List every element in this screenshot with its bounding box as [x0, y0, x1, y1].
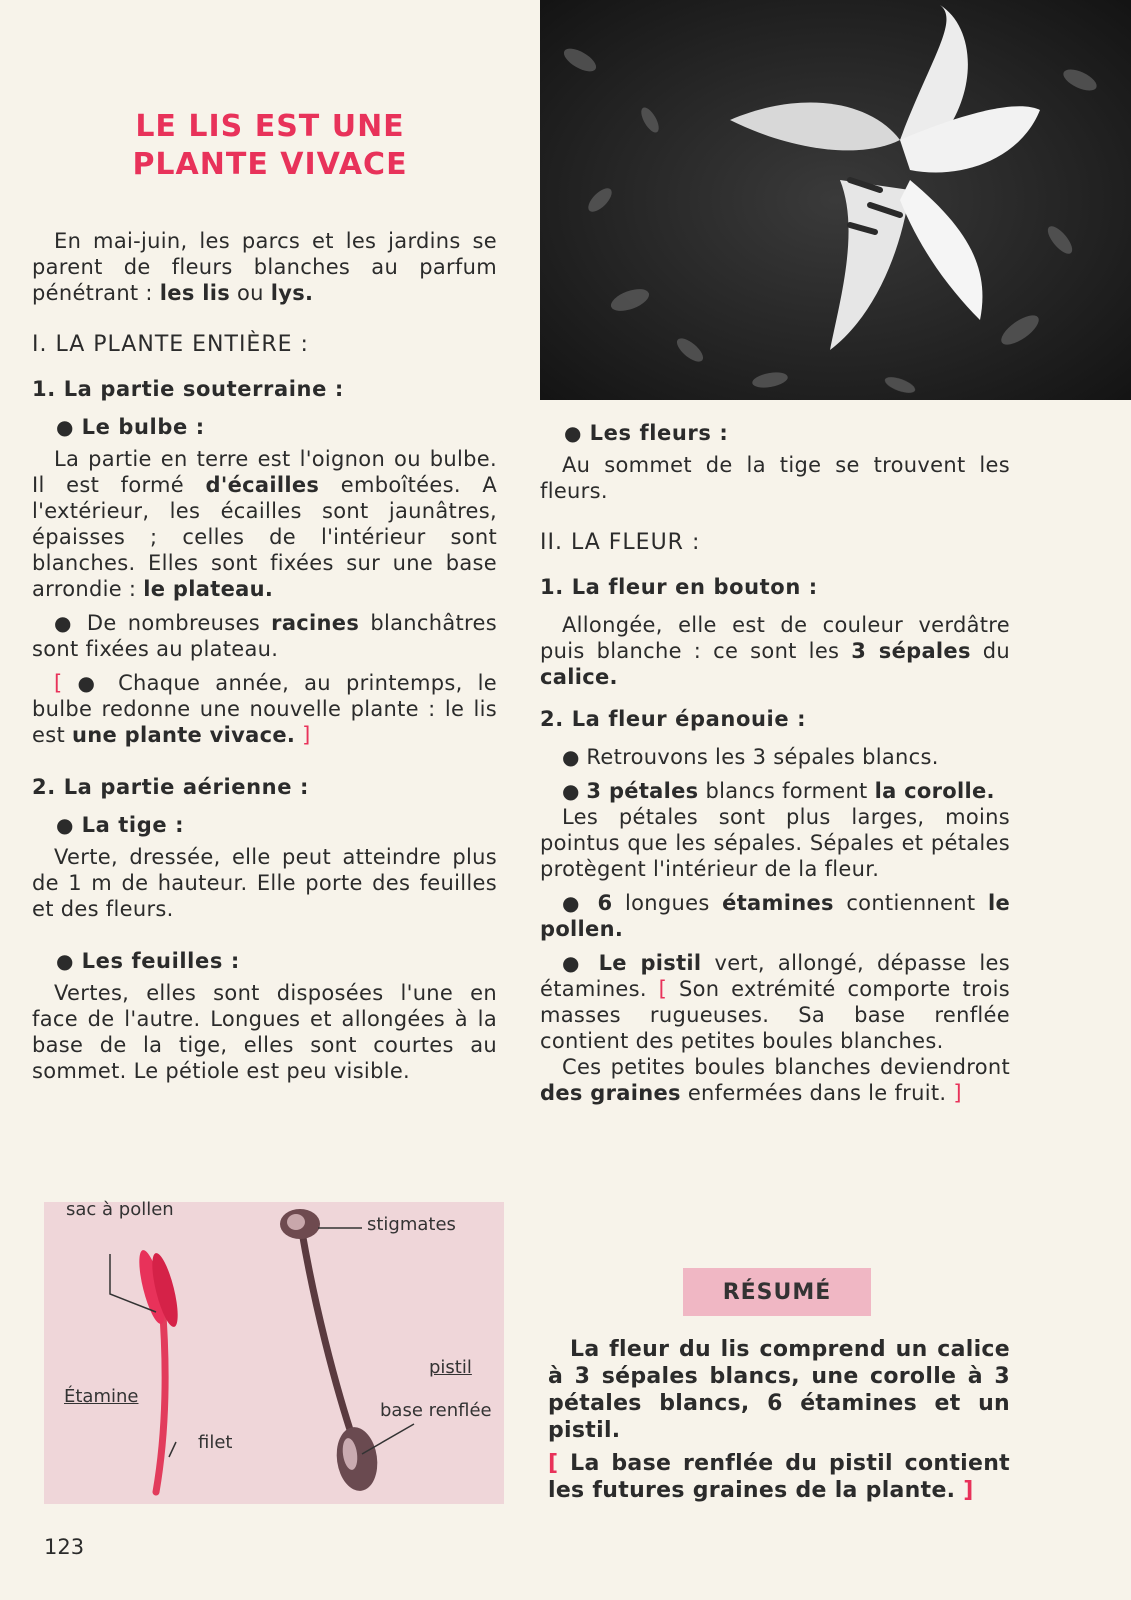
bullet-heading-bulbe: ● Le bulbe :: [56, 415, 205, 439]
bulbe-paragraph: La partie en terre est l'oignon ou bulbe. Il est formé d'écailles emboîtées. A l'extérieur, les écailles sont jaunâtres, épaisses ; celles de l'intérieur sont blanches. Elles sont fixées sur une base arrondie : le plateau.: [32, 447, 497, 601]
section-heading-plante: I. LA PLANTE ENTIÈRE :: [32, 332, 309, 357]
subheading-bouton: 1. La fleur en bouton :: [540, 575, 818, 599]
intro-paragraph: En mai-juin, les parcs et les jardins se parent de fleurs blanches au parfum pénétrant : les lis ou lys.: [32, 229, 497, 305]
illustration-drawing: [44, 1202, 504, 1504]
vivace-paragraph: [ ● Chaque année, au printemps, le bulbe redonne une nouvelle plante : le lis est une plante vivace. ]: [32, 671, 497, 747]
filament-shape: [156, 1302, 165, 1492]
label-sac-pollen: sac à pollen: [66, 1199, 174, 1220]
page-title: [100, 108, 440, 184]
label-filet: filet: [198, 1432, 233, 1453]
label-base-renflee: base renflée: [380, 1400, 492, 1421]
stamen-pistil-illustration: [44, 1199, 504, 1504]
sepales-paragraph: ● Retrouvons les 3 sépales blancs.: [562, 745, 939, 769]
bullet-heading-feuilles: ● Les feuilles :: [56, 949, 240, 973]
subheading-souterraine: 1. La partie souterraine :: [32, 377, 344, 401]
page-number: 123: [44, 1535, 85, 1559]
label-stigmates: stigmates: [367, 1214, 456, 1235]
resume-paragraph-1: La fleur du lis comprend un calice à 3 sépales blancs, une corolle à 3 pétales blancs, 6 étamines et un pistil.: [548, 1337, 1010, 1443]
label-pistil: pistil: [429, 1357, 472, 1378]
lily-photo-graphic: [540, 0, 1131, 400]
title-line-1: LE LIS EST UNE: [135, 109, 405, 144]
label-etamine: Étamine: [64, 1386, 139, 1407]
section-heading-fleur: II. LA FLEUR :: [540, 530, 701, 555]
bullet-heading-tige: ● La tige :: [56, 813, 185, 837]
bullet-heading-fleurs: ● Les fleurs :: [564, 421, 729, 445]
pistil-paragraph: ● Le pistil vert, allongé, dépasse les étamines. [ Son extrémité comporte trois masses rugueuses. Sa base renflée contient des petites boules blanches.: [540, 951, 1010, 1053]
lily-photo: [540, 0, 1131, 400]
resume-text: [548, 1336, 1010, 1510]
subheading-epanouie: 2. La fleur épanouie :: [540, 707, 807, 731]
etamines-paragraph: ● 6 longues étamines contiennent le pollen.: [540, 891, 1010, 941]
fleurs-paragraph: Au sommet de la tige se trouvent les fleurs.: [540, 453, 1010, 503]
resume-heading: RÉSUMÉ: [683, 1268, 871, 1316]
subheading-aerienne: 2. La partie aérienne :: [32, 775, 309, 799]
title-line-2: PLANTE VIVACE: [132, 147, 408, 182]
graines-paragraph: Ces petites boules blanches deviendront des graines enfermées dans le fruit. ]: [540, 1055, 1010, 1105]
feuilles-paragraph: Vertes, elles sont disposées l'une en face de l'autre. Longues et allongées à la base de la tige, elles sont courtes au sommet. Le pétiole est peu visible.: [32, 981, 497, 1083]
bouton-paragraph: Allongée, elle est de couleur verdâtre puis blanche : ce sont les 3 sépales du calice.: [540, 613, 1010, 689]
petales-paragraph: ● 3 pétales blancs forment la corolle.: [562, 779, 995, 803]
tige-paragraph: Verte, dressée, elle peut atteindre plus de 1 m de hauteur. Elle porte des feuilles et des fleurs.: [32, 845, 497, 921]
racines-paragraph: ● De nombreuses racines blanchâtres sont fixées au plateau.: [32, 611, 497, 661]
right-column: [540, 420, 1010, 1114]
resume-paragraph-2: [ La base renflée du pistil contient les futures graines de la plante. ]: [548, 1451, 1010, 1503]
pistil-style: [302, 1232, 354, 1442]
left-column: [32, 228, 497, 1092]
petales-details: Les pétales sont plus larges, moins pointus que les sépales. Sépales et pétales protègent l'intérieur de la fleur.: [540, 805, 1010, 881]
